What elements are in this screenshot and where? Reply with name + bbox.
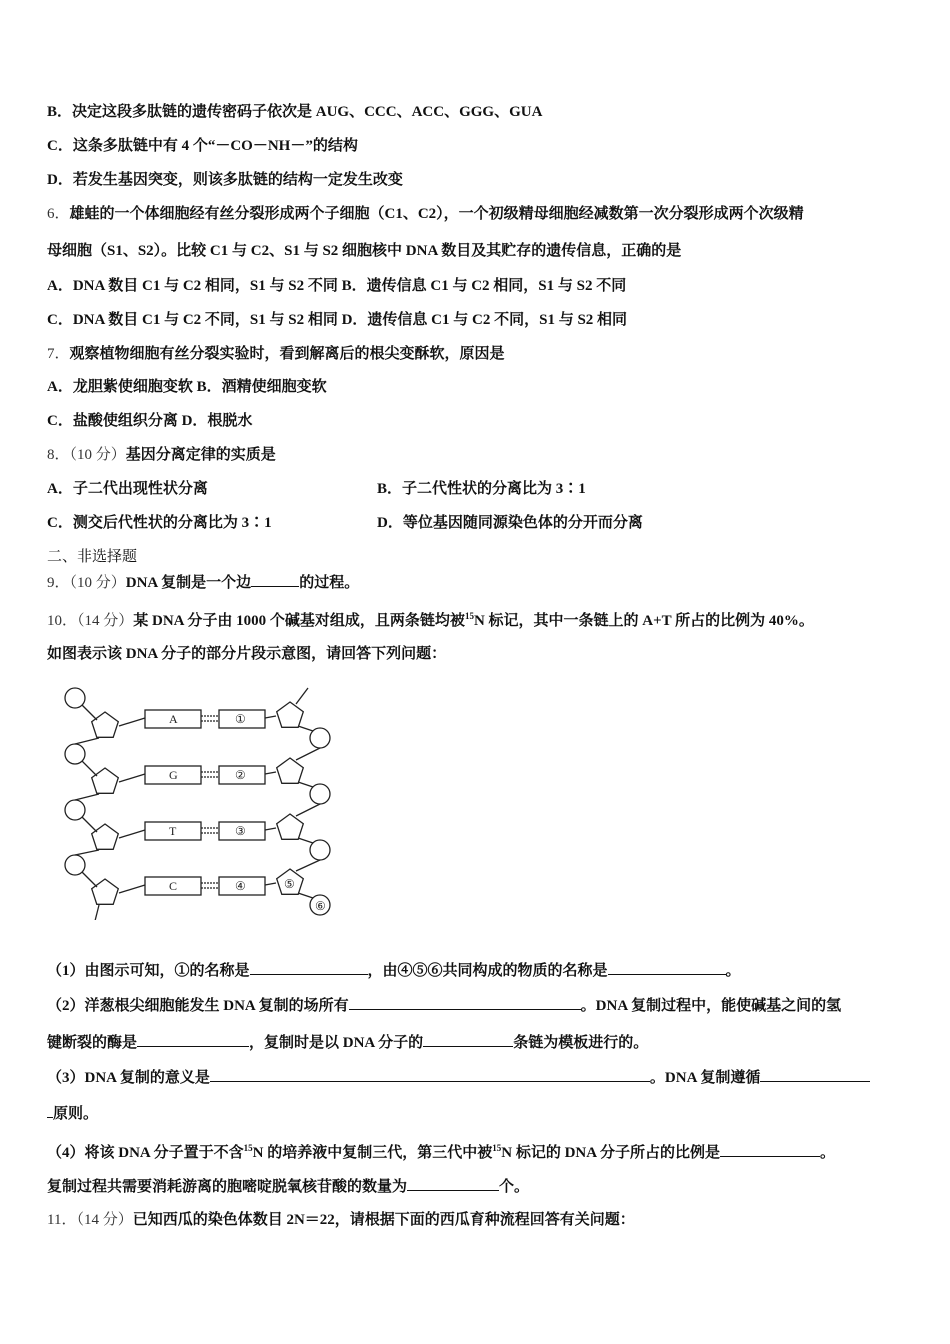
backbone-bond	[82, 761, 97, 776]
answer-blank[interactable]	[720, 1142, 820, 1157]
q10-p4-text-5: 个。	[499, 1179, 530, 1195]
deoxyribose-pentagon	[92, 712, 119, 737]
backbone-bond	[82, 872, 97, 887]
q10-part2-cont	[47, 1032, 648, 1053]
q7-options-ab: A．龙胆紫使细胞变软 B．酒精使细胞变软	[47, 379, 327, 395]
answer-blank[interactable]	[423, 1032, 513, 1047]
deoxyribose-pentagon	[277, 758, 304, 783]
q10-p1-text-2: ，由④⑤⑥共同构成的物质的名称是	[367, 963, 608, 979]
base-link	[265, 772, 276, 774]
backbone-bond	[75, 738, 99, 744]
q10-p4-text: （4）将该 DNA 分子置于不含	[47, 1145, 244, 1161]
q10-p2-text-2: 。DNA 复制过程中，能使碱基之间的氢	[580, 998, 842, 1014]
answer-blank[interactable]	[137, 1032, 249, 1047]
deoxyribose-pentagon	[277, 702, 304, 727]
answer-blank[interactable]	[407, 1176, 499, 1191]
base-label: A	[169, 712, 178, 726]
answer-blank[interactable]	[608, 960, 726, 975]
q6-options-ab: A．DNA 数目 C1 与 C2 相同，S1 与 S2 不同 B．遗传信息 C1 与 C2 相同，S1 与 S2 不同	[47, 278, 627, 294]
q10-part4	[47, 1138, 835, 1163]
q10-part1	[47, 960, 741, 981]
q10-p2-text-5: 条链为模板进行的。	[513, 1035, 649, 1051]
backbone-bond	[298, 726, 313, 731]
base-link	[265, 883, 276, 885]
q6-stem-1	[47, 204, 804, 224]
backbone-bond	[298, 838, 313, 843]
base-label: G	[169, 768, 178, 782]
q10-number: 10．（14 分）	[47, 613, 134, 629]
answer-blank[interactable]	[210, 1067, 650, 1082]
base-number-label: ③	[235, 824, 246, 838]
backbone-bond	[82, 817, 97, 832]
q10-stem-1	[47, 606, 814, 631]
q10-p1-end: 。	[725, 963, 741, 979]
q10-stem-2: 如图表示该 DNA 分子的部分片段示意图，请回答下列问题：	[47, 646, 447, 662]
q10-p3-text-2: 。DNA 复制遵循	[649, 1070, 761, 1086]
phosphate-number-label: ⑥	[315, 899, 326, 913]
backbone-bond	[75, 850, 99, 855]
q7-number: 7．	[47, 346, 70, 362]
q10-part4-cont	[47, 1176, 529, 1197]
backbone-bond	[296, 860, 320, 871]
base-link	[119, 774, 145, 782]
base-number-label: ①	[235, 712, 246, 726]
q6-stem-text: 雄蛙的一个体细胞经有丝分裂形成两个子细胞（C1、C2），一个初级精母细胞经减数第一次分裂形成两个次级精	[69, 206, 804, 222]
backbone-bond	[296, 748, 320, 760]
isotope-superscript: 15	[243, 1143, 253, 1153]
q9-stem	[47, 572, 359, 593]
base-link	[265, 828, 276, 830]
q10-p2-text: （2）洋葱根尖细胞能发生 DNA 复制的场所有	[47, 998, 349, 1014]
dna-fragment-diagram	[55, 680, 355, 920]
base-link	[119, 885, 145, 893]
q10-p1-text: （1）由图示可知，①的名称是	[47, 963, 250, 979]
backbone-bond	[296, 688, 308, 704]
base-label: C	[169, 879, 178, 893]
base-number-label: ④	[235, 879, 246, 893]
q11-stem-text: 已知西瓜的染色体数目 2N＝22，请根据下面的西瓜育种流程回答有关问题：	[132, 1212, 635, 1228]
backbone-bond	[298, 893, 313, 898]
answer-blank[interactable]	[349, 995, 581, 1010]
q10-p2-text-3: 键断裂的酶是	[47, 1035, 138, 1051]
q6-stem-2: 母细胞（S1、S2）。比较 C1 与 C2、S1 与 S2 细胞核中 DNA 数目及其贮存的遗传信息，正确的是	[47, 243, 682, 259]
q10-part2	[47, 995, 841, 1016]
answer-blank[interactable]	[250, 960, 368, 975]
backbone-bond	[75, 794, 99, 800]
deoxyribose-pentagon	[277, 814, 304, 839]
q8-option-a: A．子二代出现性状分离	[47, 481, 208, 497]
base-link	[119, 718, 145, 726]
q10-p4-text-4: 复制过程共需要消耗游离的胞嘧啶脱氧核苷酸的数量为	[47, 1179, 408, 1195]
q5-option-d: D．若发生基因突变，则该多肽链的结构一定发生改变	[47, 172, 403, 188]
deoxyribose-pentagon	[92, 824, 119, 849]
answer-blank[interactable]	[760, 1067, 870, 1082]
q10-p4-end: 。	[820, 1145, 836, 1161]
backbone-bond	[82, 705, 97, 720]
section-heading: 二、非选择题	[47, 549, 138, 565]
q10-stem-text: 某 DNA 分子由 1000 个碱基对组成，且两条链均被	[133, 613, 465, 629]
q8-stem	[47, 445, 276, 465]
q9-text-post: 的过程。	[299, 575, 360, 591]
q11-number: 11．（14 分）	[47, 1212, 133, 1228]
base-label: T	[169, 824, 177, 838]
q6-options-cd: C．DNA 数目 C1 与 C2 不同，S1 与 S2 相同 D．遗传信息 C1 与 C2 不同，S1 与 S2 相同	[47, 312, 628, 328]
isotope-superscript: 15	[464, 611, 474, 621]
q10-part3	[47, 1067, 870, 1088]
q8-number: 8．（10 分）	[47, 447, 126, 463]
q10-part3-cont	[47, 1103, 98, 1124]
q10-stem-text-2: N 标记，其中一条链上的 A+T 所占的比例为 40%。	[473, 613, 814, 629]
q7-stem	[47, 344, 505, 364]
base-link	[119, 830, 145, 838]
q5-option-c: C．这条多肽链中有 4 个“－CO－NH－”的结构	[47, 138, 358, 154]
q10-p3-text: （3）DNA 复制的意义是	[47, 1070, 210, 1086]
base-number-label: ②	[235, 768, 246, 782]
q11-stem	[47, 1210, 635, 1230]
q7-stem-text: 观察植物细胞有丝分裂实验时，看到解离后的根尖变酥软，原因是	[69, 346, 505, 362]
q6-number: 6．	[47, 206, 70, 222]
q9-number: 9．（10 分）	[47, 575, 126, 591]
answer-blank[interactable]	[251, 572, 299, 587]
q8-stem-text: 基因分离定律的实质是	[125, 447, 276, 463]
q8-option-b: B．子二代性状的分离比为 3∶1	[377, 481, 586, 497]
q8-option-d: D．等位基因随同源染色体的分开而分离	[377, 515, 643, 531]
q9-text-pre: DNA 复制是一个边	[125, 575, 252, 591]
q5-option-b: B．决定这段多肽链的遗传密码子依次是 AUG、CCC、ACC、GGG、GUA	[47, 104, 543, 120]
q8-option-c: C．测交后代性状的分离比为 3∶1	[47, 515, 272, 531]
q10-p3-text-3: 原则。	[53, 1106, 99, 1122]
q10-p2-text-4: ，复制时是以 DNA 分子的	[249, 1035, 424, 1051]
deoxyribose-pentagon	[92, 768, 119, 793]
isotope-superscript: 15	[492, 1143, 502, 1153]
base-link	[265, 716, 276, 718]
q10-p4-text-2: N 的培养液中复制三代，第三代中被	[252, 1145, 493, 1161]
q7-options-cd: C．盐酸使组织分离 D．根脱水	[47, 413, 253, 429]
pentose-number-label: ⑤	[284, 877, 295, 891]
backbone-bond	[95, 905, 99, 920]
backbone-bond	[298, 782, 313, 787]
q10-p4-text-3: N 标记的 DNA 分子所占的比例是	[501, 1145, 721, 1161]
deoxyribose-pentagon	[92, 879, 119, 904]
backbone-bond	[296, 804, 320, 816]
